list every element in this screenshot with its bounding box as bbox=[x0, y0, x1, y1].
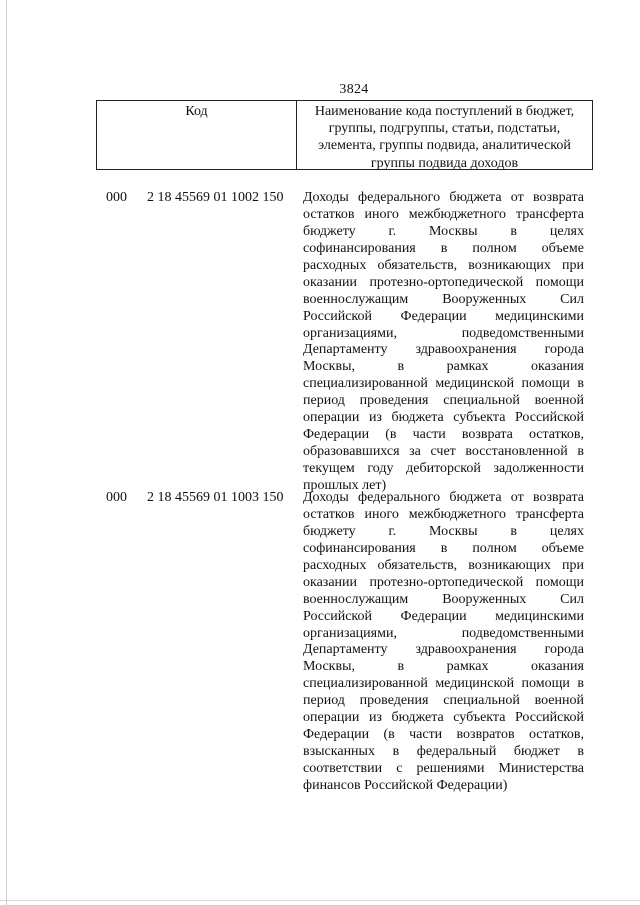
description-line bbox=[303, 693, 584, 710]
description-word: организациями, bbox=[303, 325, 397, 341]
description-word: в bbox=[510, 223, 517, 239]
description-word: г. bbox=[388, 523, 397, 539]
description-word: военной bbox=[534, 393, 584, 409]
description-word: в bbox=[440, 240, 448, 256]
description-word: федерального bbox=[358, 190, 441, 205]
description-word: бюджета bbox=[391, 710, 444, 726]
description-line bbox=[303, 359, 584, 376]
description-word: дебиторской bbox=[406, 461, 481, 476]
description-word: оказании bbox=[303, 274, 358, 290]
description-word: в bbox=[392, 744, 400, 760]
description-word: протезно-ортопедической bbox=[369, 274, 524, 290]
description-word: (в bbox=[383, 727, 395, 743]
description-line bbox=[303, 558, 584, 575]
description-word: остатков bbox=[303, 506, 355, 522]
description-word: Сил bbox=[560, 591, 584, 607]
description-word: расходных bbox=[303, 557, 367, 573]
description-word: Вооруженных bbox=[442, 291, 527, 307]
description-word: возврата bbox=[532, 190, 584, 205]
header-name-line: элемента, группы подвида, аналитической bbox=[318, 138, 571, 154]
description-word: межбюджетного bbox=[408, 206, 507, 222]
description-word: помощи bbox=[535, 274, 584, 290]
description-word: году bbox=[367, 461, 394, 476]
description-word: помощи bbox=[521, 676, 570, 692]
description-word: взысканных bbox=[303, 744, 375, 760]
description-word: возврата bbox=[461, 427, 513, 443]
description-line bbox=[303, 744, 584, 761]
description-word: софинансирования bbox=[303, 240, 416, 256]
description-word: текущем bbox=[303, 461, 355, 476]
description-line bbox=[303, 342, 584, 359]
description-word: возврата bbox=[532, 490, 584, 505]
description-line bbox=[303, 427, 584, 444]
description-word: Доходы bbox=[303, 190, 349, 205]
description-word: помощи bbox=[535, 574, 584, 590]
description-line bbox=[303, 309, 584, 326]
description-word: военнослужащим bbox=[303, 291, 409, 307]
description-word: в bbox=[440, 540, 448, 556]
description-word: организациями, bbox=[303, 625, 397, 641]
description-word: города bbox=[544, 642, 584, 658]
description-word: с bbox=[396, 761, 403, 776]
description-word: Федерации bbox=[303, 727, 370, 743]
description-word: проведения bbox=[359, 393, 429, 409]
description-word: помощи bbox=[521, 376, 570, 392]
description-word: счет bbox=[430, 444, 456, 460]
description-line bbox=[303, 575, 584, 592]
description-word: остатков, bbox=[528, 427, 584, 443]
description-line bbox=[303, 710, 584, 727]
description-word: период bbox=[303, 693, 345, 709]
description-line bbox=[303, 659, 584, 676]
description-line bbox=[303, 258, 584, 275]
description-word: федеральный bbox=[416, 744, 497, 760]
description-line bbox=[303, 507, 584, 524]
description-line bbox=[303, 490, 584, 507]
page-edge-left bbox=[6, 0, 7, 905]
description-word: обязательств, bbox=[377, 557, 458, 573]
description-word: специальной bbox=[443, 693, 520, 709]
description-word: Доходы bbox=[303, 490, 349, 505]
description-line bbox=[303, 761, 584, 778]
description-word: Сил bbox=[560, 291, 584, 307]
description-word: за bbox=[409, 444, 421, 460]
description-word: при bbox=[561, 557, 584, 573]
description-word: в bbox=[577, 744, 584, 760]
income-description bbox=[303, 490, 584, 795]
description-word: Москвы, bbox=[303, 359, 355, 375]
description-word: Москвы, bbox=[303, 659, 355, 675]
description-word: иного bbox=[364, 206, 399, 222]
description-line bbox=[303, 241, 584, 258]
description-word: в bbox=[397, 359, 405, 375]
description-word: при bbox=[561, 257, 584, 273]
income-description bbox=[303, 190, 584, 495]
description-word: субъекта bbox=[453, 710, 506, 726]
description-word: образовавшихся bbox=[303, 444, 400, 460]
description-word: соответствии bbox=[303, 761, 383, 776]
description-line bbox=[303, 376, 584, 393]
description-line bbox=[303, 190, 584, 207]
description-word: оказания bbox=[531, 659, 584, 675]
description-word: Москвы bbox=[429, 523, 478, 539]
description-line bbox=[303, 224, 584, 241]
description-word: Москвы bbox=[429, 223, 478, 239]
description-word: рамках bbox=[446, 659, 489, 675]
description-word: бюджета bbox=[449, 190, 502, 205]
header-name-line: Наименование кода поступлений в бюджет, bbox=[314, 104, 575, 119]
description-word: протезно-ортопедической bbox=[369, 574, 524, 590]
description-word: операции bbox=[303, 710, 360, 726]
description-word: бюджет bbox=[513, 744, 560, 760]
description-word: Вооруженных bbox=[442, 591, 527, 607]
description-word: Департаменту bbox=[303, 642, 388, 658]
description-line bbox=[303, 292, 584, 309]
description-word: Российской bbox=[303, 308, 372, 324]
description-word: проведения bbox=[359, 693, 429, 709]
description-word: оказания bbox=[531, 359, 584, 375]
description-word: части bbox=[409, 727, 443, 743]
description-word: в bbox=[577, 444, 584, 460]
description-word: возникающих bbox=[468, 557, 551, 573]
description-word: здравоохранения bbox=[415, 642, 517, 658]
description-word: Российской bbox=[514, 710, 584, 726]
description-line bbox=[303, 444, 584, 461]
description-line bbox=[303, 524, 584, 541]
description-word: специализированной bbox=[303, 676, 428, 692]
description-word: подведомственными bbox=[461, 325, 584, 341]
page-number: 3824 bbox=[339, 82, 369, 97]
description-word: межбюджетного bbox=[408, 506, 507, 522]
description-word: здравоохранения bbox=[415, 342, 517, 358]
description-word: в bbox=[397, 659, 405, 675]
description-word: операции bbox=[303, 410, 360, 426]
description-word: обязательств, bbox=[377, 257, 458, 273]
description-word: расходных bbox=[303, 257, 367, 273]
description-word: возникающих bbox=[468, 257, 551, 273]
description-word: трансферта bbox=[516, 506, 584, 522]
description-word: объеме bbox=[541, 240, 584, 256]
description-line bbox=[303, 393, 584, 410]
description-word: специальной bbox=[443, 393, 520, 409]
description-line bbox=[303, 727, 584, 744]
description-line bbox=[303, 541, 584, 558]
description-line bbox=[303, 461, 584, 478]
description-line bbox=[303, 410, 584, 427]
description-word: финансов Российской Федерации) bbox=[303, 777, 508, 793]
description-word: (в bbox=[385, 427, 397, 443]
description-word: Российской bbox=[303, 608, 372, 624]
description-word: рамках bbox=[446, 359, 489, 375]
description-word: Российской bbox=[514, 410, 584, 426]
description-line bbox=[303, 326, 584, 343]
description-word: бюджету bbox=[303, 223, 356, 239]
header-name-label bbox=[297, 101, 592, 169]
description-word: из bbox=[368, 410, 382, 426]
description-word: в bbox=[577, 376, 584, 392]
header-table bbox=[96, 100, 593, 170]
description-word: оказании bbox=[303, 574, 358, 590]
description-word: задолженности bbox=[493, 461, 584, 476]
income-code: 2 18 45569 01 1002 150 bbox=[147, 190, 284, 205]
description-line bbox=[303, 207, 584, 224]
description-word: остатков bbox=[303, 206, 355, 222]
description-word: медицинскими bbox=[495, 608, 584, 624]
description-word: остатков, bbox=[528, 727, 584, 743]
description-word: Министерства bbox=[498, 761, 584, 776]
description-word: медицинскими bbox=[495, 308, 584, 324]
description-word: специализированной bbox=[303, 376, 428, 392]
description-word: Федерации bbox=[400, 608, 467, 624]
description-line bbox=[303, 626, 584, 643]
description-word: из bbox=[368, 710, 382, 726]
description-word: города bbox=[544, 342, 584, 358]
description-word: решениями bbox=[416, 761, 485, 776]
header-code-label: Код bbox=[97, 101, 297, 169]
description-word: возвратов bbox=[456, 727, 515, 743]
description-word: полном bbox=[472, 540, 517, 556]
description-word: медицинской bbox=[435, 376, 515, 392]
description-word: период bbox=[303, 393, 345, 409]
description-line bbox=[303, 778, 584, 795]
description-word: военнослужащим bbox=[303, 591, 409, 607]
description-word: объеме bbox=[541, 540, 584, 556]
description-word: софинансирования bbox=[303, 540, 416, 556]
description-word: федерального bbox=[358, 490, 441, 505]
description-word: от bbox=[510, 190, 524, 205]
description-line bbox=[303, 642, 584, 659]
description-word: прошлых лет) bbox=[303, 477, 387, 493]
description-word: г. bbox=[388, 223, 397, 239]
description-word: Федерации bbox=[303, 427, 370, 443]
description-word: от bbox=[510, 490, 524, 505]
description-word: в bbox=[577, 676, 584, 692]
description-word: в bbox=[510, 523, 517, 539]
description-word: иного bbox=[364, 506, 399, 522]
description-line bbox=[303, 275, 584, 292]
description-word: восстановленной bbox=[465, 444, 568, 460]
description-line bbox=[303, 609, 584, 626]
description-word: целях bbox=[549, 223, 584, 239]
description-word: полном bbox=[472, 240, 517, 256]
description-word: субъекта bbox=[453, 410, 506, 426]
description-word: бюджету bbox=[303, 523, 356, 539]
description-word: целях bbox=[549, 523, 584, 539]
admin-code: 000 bbox=[106, 490, 127, 505]
description-word: части bbox=[412, 427, 446, 443]
description-word: Федерации bbox=[400, 308, 467, 324]
admin-code: 000 bbox=[106, 190, 127, 205]
description-word: трансферта bbox=[516, 206, 584, 222]
header-name-line: группы, подгруппы, статьи, подстатьи, bbox=[328, 121, 561, 137]
description-word: бюджета bbox=[391, 410, 444, 426]
page-edge-bottom bbox=[0, 900, 640, 901]
description-word: медицинской bbox=[435, 676, 515, 692]
description-line bbox=[303, 592, 584, 609]
description-word: Департаменту bbox=[303, 342, 388, 358]
description-line bbox=[303, 676, 584, 693]
description-word: военной bbox=[534, 693, 584, 709]
description-word: бюджета bbox=[449, 490, 502, 505]
income-code: 2 18 45569 01 1003 150 bbox=[147, 490, 284, 505]
header-name-line: группы подвида доходов bbox=[370, 155, 519, 171]
description-word: подведомственными bbox=[461, 625, 584, 641]
